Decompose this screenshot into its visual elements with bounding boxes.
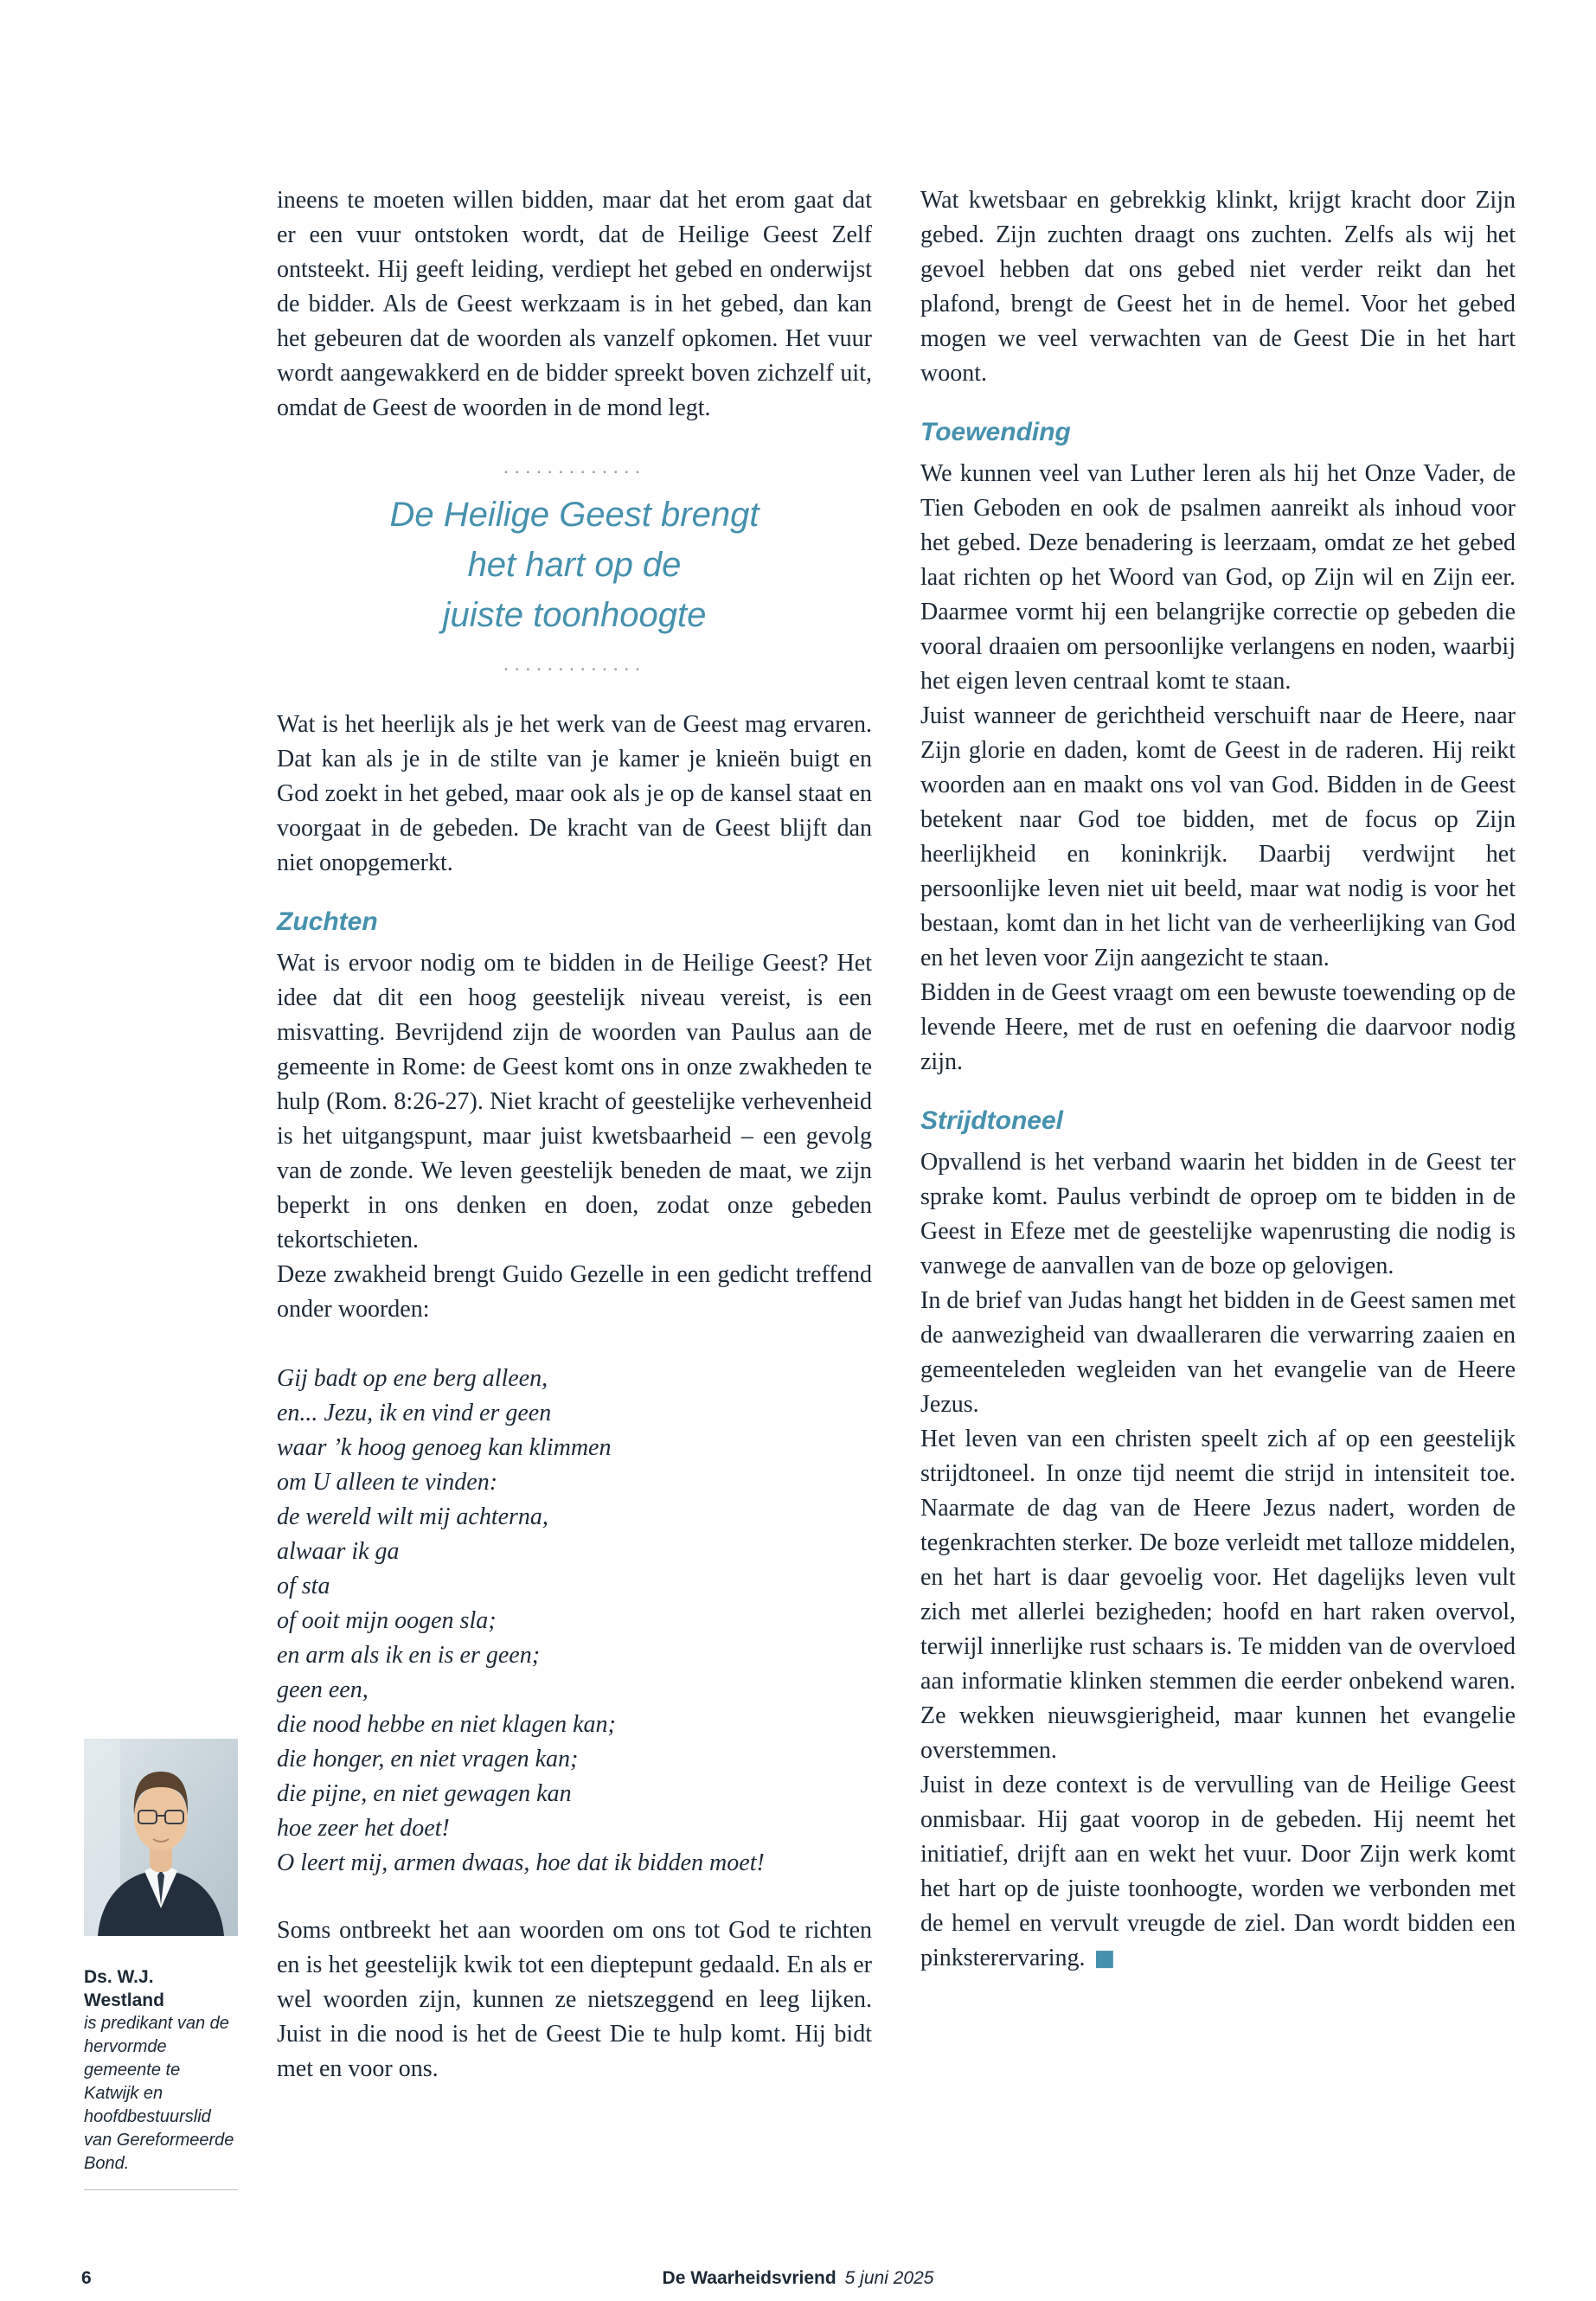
poem-line: om U alleen te vinden:: [277, 1469, 498, 1496]
paragraph-soms: Soms ontbreekt het aan woorden om ons tot God te richten en is het geestelijk kwik tot een dieptepunt gedaald. En als er wel woorden zijn, kunnen ze nietszeggend en leeg lijken. Juist in die nood is het de Geest Die te hulp komt. Hij bidt met en voor ons.: [277, 1917, 872, 2082]
poem-line: alwaar ik ga: [277, 1538, 400, 1565]
poem-line: O leert mij, armen dwaas, hoe dat ik bidden moet!: [277, 1849, 765, 1876]
poem-line: de wereld wilt mij achterna,: [277, 1503, 548, 1530]
poem-line: en arm als ik en is er geen;: [277, 1642, 541, 1669]
poem-line: die pijne, en niet gewagen kan: [277, 1780, 572, 1807]
poem-line: en... Jezu, ik en vind er geen: [277, 1400, 552, 1426]
right-column: [920, 183, 1516, 2086]
poem-line: hoe zeer het doet!: [277, 1815, 450, 1842]
portrait-photo: [84, 1739, 238, 1936]
paragraph-toewending-2: Juist wanneer de gerichtheid verschuift naar de Heere, naar Zijn glorie en daden, komt de Geest in de raderen. Hij reikt woorden aan en maakt ons vol van God. Bidden in de Geest betekent naar God toe bidden, met de focus op Zijn heerlijkheid en koninkrijk. Daarbij verdwijnt het persoonlijke leven niet uit beeld, maar wat nodig is voor het bestaan, komt dan in het licht van de verheerlijking van God en het leven voor Zijn aangezicht te staan.: [920, 702, 1516, 971]
author-name: Ds. W.J. Westland: [84, 1967, 164, 2010]
page-footer: [0, 2268, 1596, 2296]
pull-quote-line: het hart op de: [467, 546, 682, 584]
poem-line: die honger, en niet vragen kan;: [277, 1746, 579, 1772]
poem-line: of ooit mijn oogen sla;: [277, 1607, 497, 1634]
author-photo: [84, 1739, 238, 1936]
paragraph-slot: [920, 1768, 1516, 1976]
paragraph-zuchten-1: Wat is ervoor nodig om te bidden in de Heilige Geest? Het idee dat dit een hoog geestelijk niveau vereist, is een misvatting. Bevrijdend zijn de woorden van Paulus aan de gemeente in Rome: de Geest komt ons in onze zwakheden te hulp (Rom. 8:26-27). Niet kracht of geestelijke verhevenheid is het uitgangspunt, maar juist kwetsbaarheid – een gevolg van de zonde. We leven geestelijk beneden de maat, we zijn beperkt in ons denken en doen, zodat onze gebeden tekortschieten.: [277, 950, 872, 1253]
paragraph-strijd-3: Het leven van een christen speelt zich af op een geestelijk strijdtoneel. In onze tijd neemt die strijd in intensiteit toe. Naarmate de dag van de Heere Jezus nadert, worden de tegenkrachten sterker. De boze verleidt met talloze middelen, en het hart is daar gevoelig voor. Het dagelijks leven vult zich met allerlei bezigheden; hoofd en hart raken overvol, terwijl innerlijke rust schaars is. Te midden van de overvloed aan informatie klinken stemmen die eerder onbekend waren. Ze wekken nieuwsgierigheid, maar kunnen het evangelie overstemmen.: [920, 1426, 1516, 1764]
author-bio-text: is predikant van de hervormde gemeente te Katwijk en hoofdbestuurslid van Gereformeerde Bond.: [84, 2014, 234, 2173]
paragraph-zuchten-2: Deze zwakheid brengt Guido Gezelle in een gedicht treffend onder woorden:: [277, 1261, 872, 1323]
paragraph-kwetsbaar: Wat kwetsbaar en gebrekkig klinkt, krijgt kracht door Zijn gebed. Zijn zuchten draagt ons zuchten. Zelfs als wij het gevoel hebben dat ons gebed niet verder reikt dan het plafond, brengt de Geest het in de hemel. Voor het gebed mogen we veel verwachten van de Geest Die in het hart woont.: [920, 187, 1516, 387]
poem-line: of sta: [277, 1573, 330, 1599]
poem-line: Gij badt op ene berg alleen,: [277, 1365, 548, 1392]
paragraph-intro: ineens te moeten willen bidden, maar dat het erom gaat dat er een vuur ontstoken wordt, dat de Heilige Geest Zelf ontsteekt. Hij geeft leiding, verdiept het gebed en onderwijst de bidder. Als de Geest werkzaam is in het gebed, dan kan het gebeuren dat de woorden als vanzelf opkomen. Het vuur wordt aangewakkerd en de bidder spreekt boven zichzelf uit, omdat de Geest de woorden in de mond legt.: [277, 187, 872, 421]
author-bio-block: [84, 1739, 238, 2190]
section-heading-strijdtoneel: Strijdtoneel: [920, 1106, 1064, 1135]
gezelle-poem: [277, 1362, 872, 1881]
section-heading-zuchten: Zuchten: [277, 907, 378, 936]
issue-date: 5 juni 2025: [844, 2268, 934, 2288]
page-number: 6: [81, 2268, 92, 2288]
paragraph-strijd-2: In de brief van Judas hangt het bidden in de Geest samen met de aanwezigheid van dwaalleraren die verwarring zaaien en gemeenteleden wegleiden van het evangelie van de Heere Jezus.: [920, 1287, 1516, 1418]
pull-quote-line: De Heilige Geest brengt: [389, 496, 760, 534]
paragraph-strijd-1: Opvallend is het verband waarin het bidden in de Geest ter sprake komt. Paulus verbindt de oproep om te bidden in de Geest in Efeze met de geestelijke wapenrusting die nodig is vanwege de aanvallen van de boze op gelovigen.: [920, 1149, 1516, 1279]
section-heading-toewending: Toewending: [920, 418, 1071, 446]
footer-center: [0, 2268, 1596, 2289]
author-divider: [84, 2189, 238, 2190]
poem-line: waar ’k hoog genoeg kan klimmen: [277, 1434, 612, 1461]
poem-line: geen een,: [277, 1676, 369, 1703]
article-end-mark: ■: [1093, 1945, 1116, 1971]
poem-line: die nood hebbe en niet klagen kan;: [277, 1711, 616, 1738]
pull-quote: [277, 457, 872, 675]
pull-quote-line: juiste toonhoogte: [442, 596, 707, 634]
left-column: [277, 183, 872, 2086]
quote-dots-bottom: .............: [503, 652, 646, 676]
paragraph-heerlijk: Wat is het heerlijk als je het werk van de Geest mag ervaren. Dat kan als je in de stilte van je kamer je knieën buigt en God zoekt in het gebed, maar ook als je op de kansel staat en voorgaat in de gebeden. De kracht van de Geest blijft dan niet onopgemerkt.: [277, 711, 872, 876]
paragraph-slot-text: Juist in deze context is de vervulling van de Heilige Geest onmisbaar. Hij gaat voorop in de gebeden. Hij neemt het initiatief, drijft aan en wekt het vuur. Door Zijn werk komt het hart op de juiste toonhoogte, worden we verbonden met de hemel en vervult vreugde de ziel. Dan wordt bidden een pinksterervaring.: [920, 1772, 1516, 1971]
article-columns: [277, 183, 1516, 2086]
paragraph-toewending-1: We kunnen veel van Luther leren als hij het Onze Vader, de Tien Geboden en ook de psalmen aanreikt als inhoud voor het gebed. Deze benadering is leerzaam, omdat ze het gebed laat richten op het Woord van God, op Zijn wil en Zijn eer. Daarmee vormt hij een belangrijke correctie op gebeden die vooral draaien om persoonlijke verlangens en noden, waarbij het eigen leven centraal komt te staan.: [920, 460, 1516, 695]
quote-dots-top: .............: [503, 455, 646, 478]
paragraph-toewending-3: Bidden in de Geest vraagt om een bewuste toewending op de levende Heere, met de rust en oefening die daarvoor nodig zijn.: [920, 979, 1516, 1075]
magazine-title: De Waarheidsvriend: [662, 2268, 836, 2288]
